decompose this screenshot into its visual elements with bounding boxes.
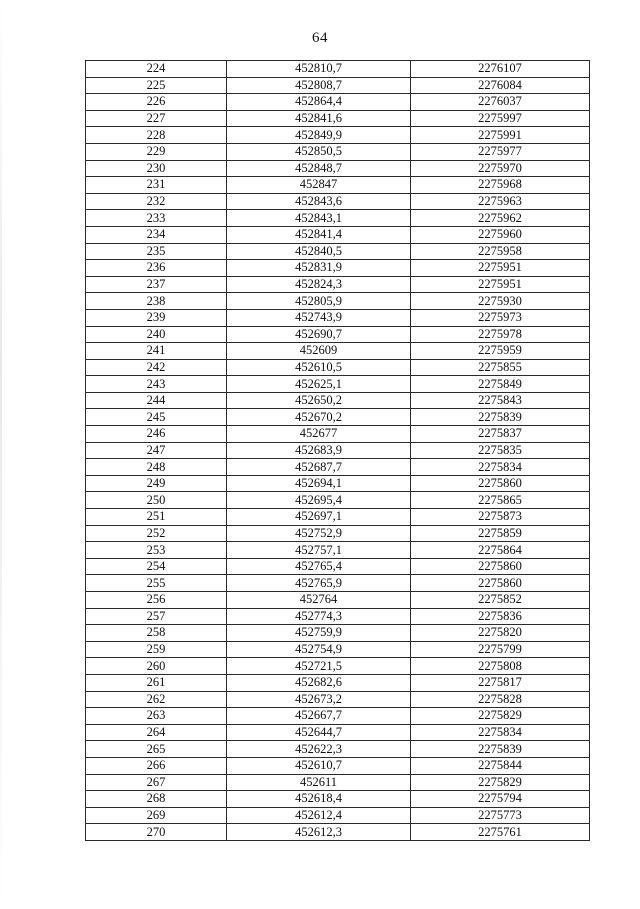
- point-number-cell: 246: [86, 426, 227, 443]
- y-coordinate-cell: 2275930: [411, 293, 590, 310]
- table-row: [86, 94, 590, 111]
- x-coordinate-cell: 452843,1: [227, 210, 411, 227]
- point-number-cell: 230: [86, 160, 227, 177]
- page-number: 64: [312, 30, 328, 46]
- x-coordinate-cell: 452841,4: [227, 226, 411, 243]
- point-number-cell: 247: [86, 442, 227, 459]
- point-number-cell: 257: [86, 608, 227, 625]
- x-coordinate-cell: 452650,2: [227, 392, 411, 409]
- point-number-cell: 239: [86, 309, 227, 326]
- table-row: [86, 276, 590, 293]
- x-coordinate-cell: 452743,9: [227, 309, 411, 326]
- y-coordinate-cell: 2275958: [411, 243, 590, 260]
- x-coordinate-cell: 452677: [227, 426, 411, 443]
- x-coordinate-cell: 452612,3: [227, 824, 411, 841]
- y-coordinate-cell: 2275773: [411, 807, 590, 824]
- y-coordinate-cell: 2275834: [411, 459, 590, 476]
- x-coordinate-cell: 452625,1: [227, 376, 411, 393]
- y-coordinate-cell: 2275820: [411, 625, 590, 642]
- y-coordinate-cell: 2275859: [411, 525, 590, 542]
- table-row: [86, 309, 590, 326]
- y-coordinate-cell: 2275951: [411, 260, 590, 277]
- point-number-cell: 231: [86, 177, 227, 194]
- x-coordinate-cell: 452687,7: [227, 459, 411, 476]
- x-coordinate-cell: 452847: [227, 177, 411, 194]
- y-coordinate-cell: 2275873: [411, 509, 590, 526]
- x-coordinate-cell: 452695,4: [227, 492, 411, 509]
- x-coordinate-cell: 452644,7: [227, 724, 411, 741]
- y-coordinate-cell: 2275794: [411, 791, 590, 808]
- x-coordinate-cell: 452849,9: [227, 127, 411, 144]
- x-coordinate-cell: 452682,6: [227, 674, 411, 691]
- x-coordinate-cell: 452610,7: [227, 757, 411, 774]
- table-row: [86, 392, 590, 409]
- point-number-cell: 267: [86, 774, 227, 791]
- y-coordinate-cell: 2275817: [411, 674, 590, 691]
- y-coordinate-cell: 2276084: [411, 77, 590, 94]
- x-coordinate-cell: 452618,4: [227, 791, 411, 808]
- y-coordinate-cell: 2275997: [411, 110, 590, 127]
- x-coordinate-cell: 452622,3: [227, 741, 411, 758]
- x-coordinate-cell: 452610,5: [227, 359, 411, 376]
- point-number-cell: 232: [86, 193, 227, 210]
- point-number-cell: 234: [86, 226, 227, 243]
- y-coordinate-cell: 2275828: [411, 691, 590, 708]
- y-coordinate-cell: 2275849: [411, 376, 590, 393]
- point-number-cell: 253: [86, 542, 227, 559]
- y-coordinate-cell: 2275860: [411, 575, 590, 592]
- table-row: [86, 791, 590, 808]
- x-coordinate-cell: 452752,9: [227, 525, 411, 542]
- point-number-cell: 260: [86, 658, 227, 675]
- table-row: [86, 210, 590, 227]
- y-coordinate-cell: 2275839: [411, 409, 590, 426]
- point-number-cell: 259: [86, 641, 227, 658]
- table-row: [86, 326, 590, 343]
- table-row: [86, 608, 590, 625]
- table-row: [86, 807, 590, 824]
- scan-edge-shadow: [0, 0, 2, 909]
- point-number-cell: 265: [86, 741, 227, 758]
- table-row: [86, 160, 590, 177]
- table-row: [86, 691, 590, 708]
- table-row: [86, 442, 590, 459]
- y-coordinate-cell: 2275991: [411, 127, 590, 144]
- y-coordinate-cell: 2275959: [411, 343, 590, 360]
- x-coordinate-cell: 452810,7: [227, 61, 411, 78]
- y-coordinate-cell: 2275844: [411, 757, 590, 774]
- coordinates-table-body: [86, 61, 590, 841]
- point-number-cell: 243: [86, 376, 227, 393]
- table-row: [86, 376, 590, 393]
- table-row: [86, 110, 590, 127]
- point-number-cell: 236: [86, 260, 227, 277]
- y-coordinate-cell: 2275839: [411, 741, 590, 758]
- table-row: [86, 243, 590, 260]
- point-number-cell: 225: [86, 77, 227, 94]
- point-number-cell: 249: [86, 475, 227, 492]
- x-coordinate-cell: 452765,4: [227, 558, 411, 575]
- y-coordinate-cell: 2275951: [411, 276, 590, 293]
- table-row: [86, 226, 590, 243]
- point-number-cell: 256: [86, 592, 227, 609]
- table-row: [86, 492, 590, 509]
- point-number-cell: 233: [86, 210, 227, 227]
- point-number-cell: 245: [86, 409, 227, 426]
- y-coordinate-cell: 2275970: [411, 160, 590, 177]
- x-coordinate-cell: 452759,9: [227, 625, 411, 642]
- x-coordinate-cell: 452609: [227, 343, 411, 360]
- y-coordinate-cell: 2275829: [411, 774, 590, 791]
- y-coordinate-cell: 2275799: [411, 641, 590, 658]
- x-coordinate-cell: 452824,3: [227, 276, 411, 293]
- x-coordinate-cell: 452683,9: [227, 442, 411, 459]
- x-coordinate-cell: 452612,4: [227, 807, 411, 824]
- x-coordinate-cell: 452841,6: [227, 110, 411, 127]
- point-number-cell: 224: [86, 61, 227, 78]
- point-number-cell: 242: [86, 359, 227, 376]
- x-coordinate-cell: 452864,4: [227, 94, 411, 111]
- x-coordinate-cell: 452840,5: [227, 243, 411, 260]
- x-coordinate-cell: 452757,1: [227, 542, 411, 559]
- table-row: [86, 674, 590, 691]
- point-number-cell: 251: [86, 509, 227, 526]
- x-coordinate-cell: 452694,1: [227, 475, 411, 492]
- point-number-cell: 244: [86, 392, 227, 409]
- y-coordinate-cell: 2275865: [411, 492, 590, 509]
- y-coordinate-cell: 2275855: [411, 359, 590, 376]
- table-row: [86, 708, 590, 725]
- x-coordinate-cell: 452843,6: [227, 193, 411, 210]
- x-coordinate-cell: 452721,5: [227, 658, 411, 675]
- y-coordinate-cell: 2275761: [411, 824, 590, 841]
- table-row: [86, 509, 590, 526]
- x-coordinate-cell: 452808,7: [227, 77, 411, 94]
- point-number-cell: 228: [86, 127, 227, 144]
- point-number-cell: 248: [86, 459, 227, 476]
- y-coordinate-cell: 2275843: [411, 392, 590, 409]
- x-coordinate-cell: 452611: [227, 774, 411, 791]
- point-number-cell: 250: [86, 492, 227, 509]
- table-row: [86, 525, 590, 542]
- table-row: [86, 177, 590, 194]
- point-number-cell: 254: [86, 558, 227, 575]
- table-row: [86, 409, 590, 426]
- y-coordinate-cell: 2275977: [411, 143, 590, 160]
- point-number-cell: 238: [86, 293, 227, 310]
- point-number-cell: 268: [86, 791, 227, 808]
- point-number-cell: 235: [86, 243, 227, 260]
- x-coordinate-cell: 452848,7: [227, 160, 411, 177]
- table-row: [86, 61, 590, 78]
- table-row: [86, 293, 590, 310]
- table-row: [86, 658, 590, 675]
- point-number-cell: 263: [86, 708, 227, 725]
- y-coordinate-cell: 2275962: [411, 210, 590, 227]
- point-number-cell: 226: [86, 94, 227, 111]
- y-coordinate-cell: 2275960: [411, 226, 590, 243]
- table-row: [86, 625, 590, 642]
- point-number-cell: 264: [86, 724, 227, 741]
- y-coordinate-cell: 2276107: [411, 61, 590, 78]
- x-coordinate-cell: 452697,1: [227, 509, 411, 526]
- y-coordinate-cell: 2275829: [411, 708, 590, 725]
- point-number-cell: 255: [86, 575, 227, 592]
- x-coordinate-cell: 452831,9: [227, 260, 411, 277]
- x-coordinate-cell: 452774,3: [227, 608, 411, 625]
- x-coordinate-cell: 452765,9: [227, 575, 411, 592]
- point-number-cell: 237: [86, 276, 227, 293]
- table-row: [86, 575, 590, 592]
- x-coordinate-cell: 452850,5: [227, 143, 411, 160]
- table-row: [86, 475, 590, 492]
- table-row: [86, 193, 590, 210]
- table-row: [86, 459, 590, 476]
- table-row: [86, 757, 590, 774]
- point-number-cell: 252: [86, 525, 227, 542]
- table-row: [86, 343, 590, 360]
- y-coordinate-cell: 2275978: [411, 326, 590, 343]
- table-row: [86, 542, 590, 559]
- table-row: [86, 824, 590, 841]
- y-coordinate-cell: 2275968: [411, 177, 590, 194]
- point-number-cell: 261: [86, 674, 227, 691]
- point-number-cell: 227: [86, 110, 227, 127]
- y-coordinate-cell: 2275963: [411, 193, 590, 210]
- y-coordinate-cell: 2275834: [411, 724, 590, 741]
- table-row: [86, 426, 590, 443]
- point-number-cell: 240: [86, 326, 227, 343]
- y-coordinate-cell: 2275860: [411, 475, 590, 492]
- point-number-cell: 269: [86, 807, 227, 824]
- table-row: [86, 127, 590, 144]
- y-coordinate-cell: 2275808: [411, 658, 590, 675]
- y-coordinate-cell: 2275860: [411, 558, 590, 575]
- x-coordinate-cell: 452805,9: [227, 293, 411, 310]
- x-coordinate-cell: 452754,9: [227, 641, 411, 658]
- point-number-cell: 241: [86, 343, 227, 360]
- table-row: [86, 774, 590, 791]
- coordinates-table: [85, 60, 590, 841]
- point-number-cell: 258: [86, 625, 227, 642]
- y-coordinate-cell: 2275852: [411, 592, 590, 609]
- table-row: [86, 260, 590, 277]
- y-coordinate-cell: 2275973: [411, 309, 590, 326]
- table-row: [86, 359, 590, 376]
- table-row: [86, 558, 590, 575]
- point-number-cell: 229: [86, 143, 227, 160]
- y-coordinate-cell: 2275836: [411, 608, 590, 625]
- table-row: [86, 741, 590, 758]
- table-row: [86, 592, 590, 609]
- y-coordinate-cell: 2275835: [411, 442, 590, 459]
- y-coordinate-cell: 2275837: [411, 426, 590, 443]
- point-number-cell: 262: [86, 691, 227, 708]
- y-coordinate-cell: 2275864: [411, 542, 590, 559]
- table-row: [86, 641, 590, 658]
- y-coordinate-cell: 2276037: [411, 94, 590, 111]
- table-row: [86, 143, 590, 160]
- table-row: [86, 724, 590, 741]
- x-coordinate-cell: 452690,7: [227, 326, 411, 343]
- x-coordinate-cell: 452764: [227, 592, 411, 609]
- point-number-cell: 266: [86, 757, 227, 774]
- x-coordinate-cell: 452667,7: [227, 708, 411, 725]
- x-coordinate-cell: 452673,2: [227, 691, 411, 708]
- point-number-cell: 270: [86, 824, 227, 841]
- table-row: [86, 77, 590, 94]
- x-coordinate-cell: 452670,2: [227, 409, 411, 426]
